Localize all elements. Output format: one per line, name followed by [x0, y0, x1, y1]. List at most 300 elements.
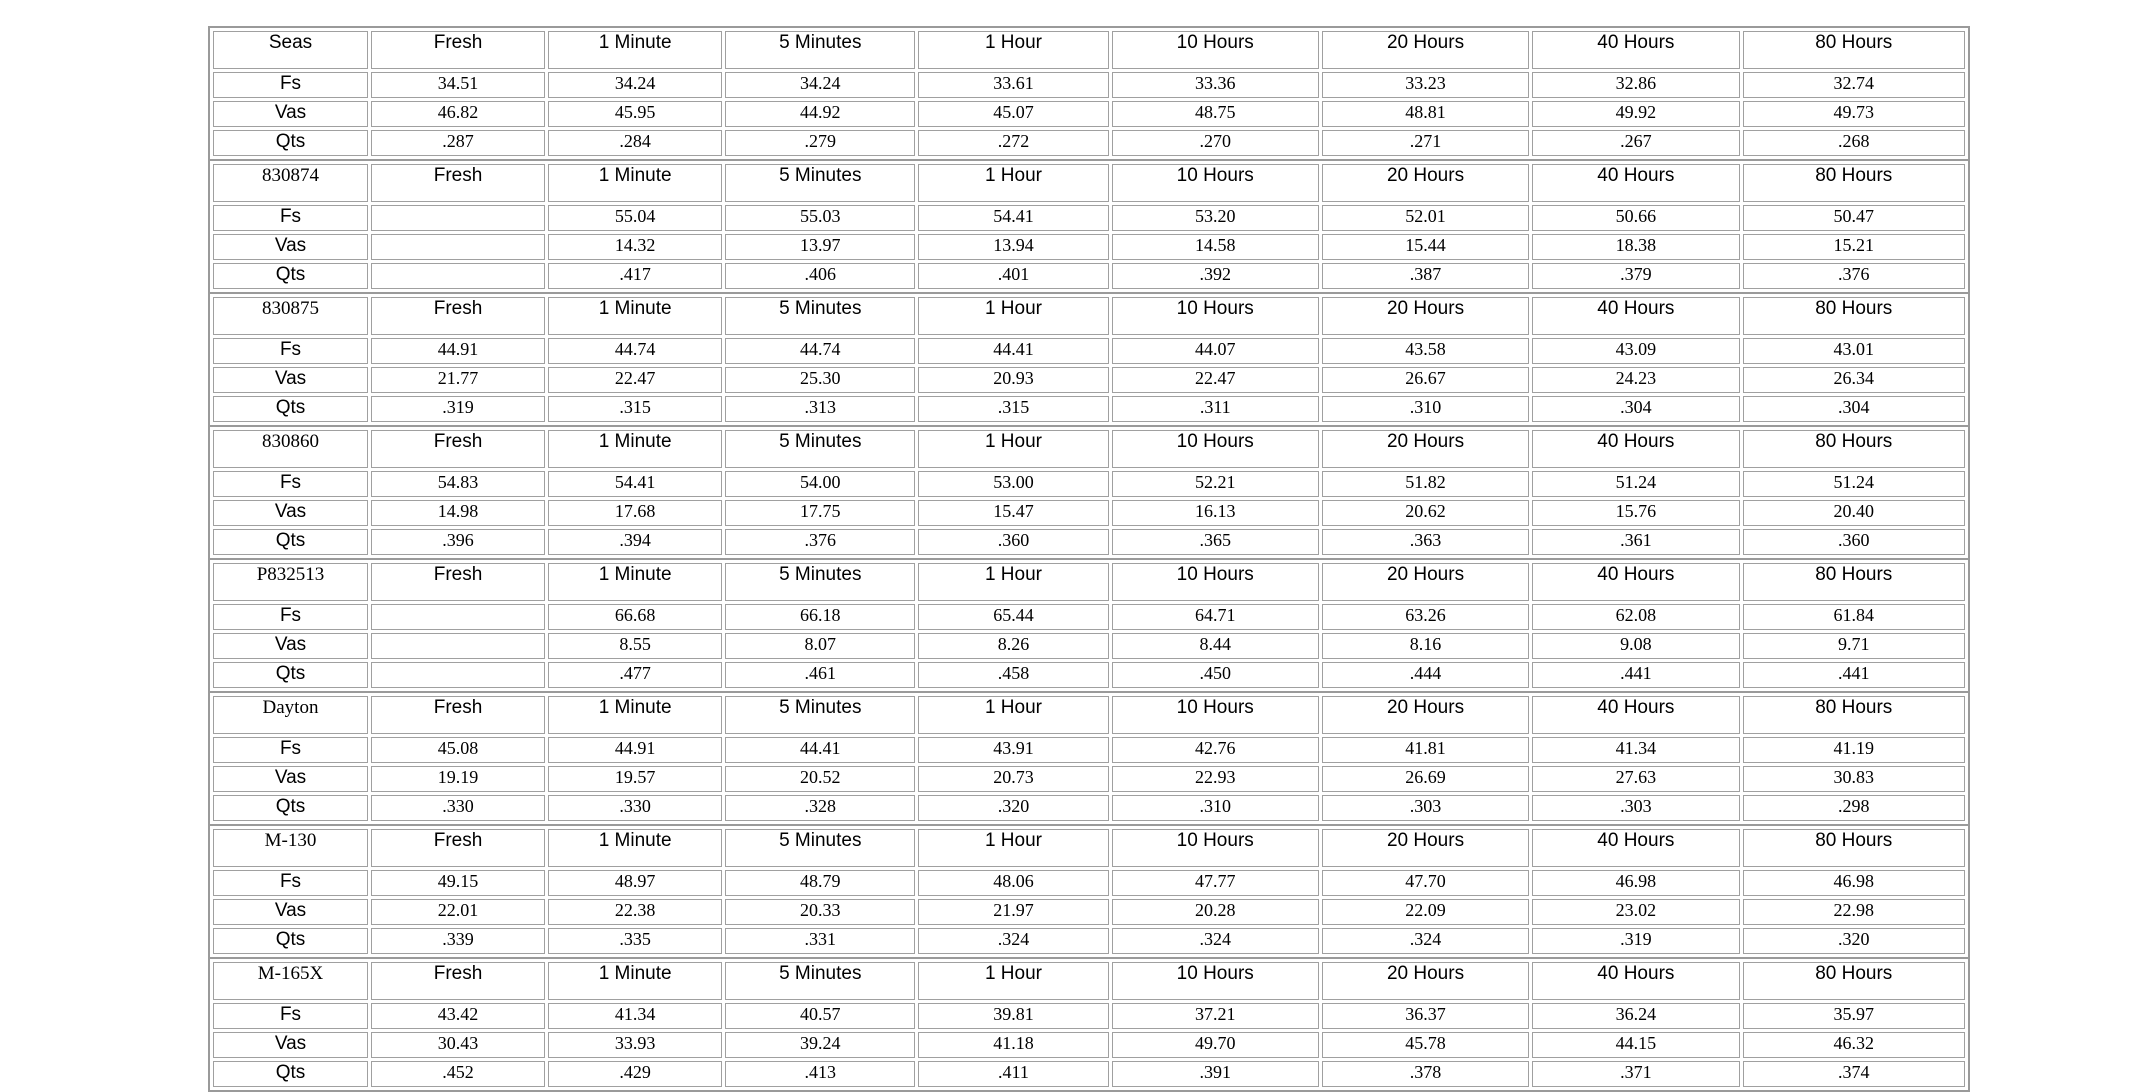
- value-cell: 51.24: [1743, 471, 1965, 497]
- column-header: 1 Hour: [918, 430, 1108, 468]
- value-cell: 63.26: [1322, 604, 1529, 630]
- value-cell: 26.69: [1322, 766, 1529, 792]
- value-cell: .417: [548, 263, 722, 289]
- value-cell: 8.55: [548, 633, 722, 659]
- value-cell: 22.47: [548, 367, 722, 393]
- column-header: 1 Hour: [918, 962, 1108, 1000]
- parameter-label: Vas: [213, 1032, 368, 1058]
- value-cell: 8.44: [1112, 633, 1319, 659]
- value-cell: .376: [725, 529, 915, 555]
- column-header: 40 Hours: [1532, 962, 1739, 1000]
- value-cell: .320: [1743, 928, 1965, 954]
- value-cell: 51.82: [1322, 471, 1529, 497]
- value-cell: 19.57: [548, 766, 722, 792]
- column-header: Fresh: [371, 696, 545, 734]
- value-cell: 66.18: [725, 604, 915, 630]
- column-header: 10 Hours: [1112, 297, 1319, 335]
- value-cell: .279: [725, 130, 915, 156]
- table-row: [213, 234, 1965, 260]
- table-row: [213, 633, 1965, 659]
- value-cell: .324: [918, 928, 1108, 954]
- value-cell: 22.47: [1112, 367, 1319, 393]
- value-cell: [371, 234, 545, 260]
- value-cell: 66.68: [548, 604, 722, 630]
- table-row: [213, 766, 1965, 792]
- table-row: [213, 263, 1965, 289]
- column-header: 80 Hours: [1743, 696, 1965, 734]
- value-cell: .450: [1112, 662, 1319, 688]
- value-cell: 41.34: [1532, 737, 1739, 763]
- column-header: 1 Minute: [548, 563, 722, 601]
- parameter-label: Fs: [213, 870, 368, 896]
- value-cell: 52.01: [1322, 205, 1529, 231]
- speaker-name: 830874: [213, 164, 368, 202]
- value-cell: 23.02: [1532, 899, 1739, 925]
- parameter-label: Qts: [213, 795, 368, 821]
- column-header: 1 Minute: [548, 430, 722, 468]
- value-cell: 33.36: [1112, 72, 1319, 98]
- parameter-label: Fs: [213, 72, 368, 98]
- value-cell: .371: [1532, 1061, 1739, 1087]
- column-header: Fresh: [371, 31, 545, 69]
- value-cell: 34.51: [371, 72, 545, 98]
- value-cell: 48.81: [1322, 101, 1529, 127]
- parameter-label: Vas: [213, 101, 368, 127]
- table-row: [213, 1003, 1965, 1029]
- table-row: [213, 338, 1965, 364]
- column-header: 80 Hours: [1743, 563, 1965, 601]
- value-cell: .335: [548, 928, 722, 954]
- value-cell: .272: [918, 130, 1108, 156]
- value-cell: .319: [1532, 928, 1739, 954]
- value-cell: 17.68: [548, 500, 722, 526]
- column-header: 1 Minute: [548, 164, 722, 202]
- column-header: 10 Hours: [1112, 31, 1319, 69]
- speaker-name: 830875: [213, 297, 368, 335]
- value-cell: .268: [1743, 130, 1965, 156]
- column-header: 20 Hours: [1322, 164, 1529, 202]
- value-cell: .304: [1532, 396, 1739, 422]
- value-cell: 64.71: [1112, 604, 1319, 630]
- column-header: 20 Hours: [1322, 31, 1529, 69]
- column-header: Fresh: [371, 164, 545, 202]
- value-cell: [371, 263, 545, 289]
- value-cell: 22.38: [548, 899, 722, 925]
- column-header: Fresh: [371, 829, 545, 867]
- value-cell: .315: [918, 396, 1108, 422]
- column-header: 10 Hours: [1112, 962, 1319, 1000]
- value-cell: 33.61: [918, 72, 1108, 98]
- value-cell: 22.98: [1743, 899, 1965, 925]
- column-header: 40 Hours: [1532, 430, 1739, 468]
- value-cell: 22.09: [1322, 899, 1529, 925]
- value-cell: 44.41: [725, 737, 915, 763]
- column-header: 1 Hour: [918, 829, 1108, 867]
- parameter-label: Fs: [213, 338, 368, 364]
- table-row: [213, 205, 1965, 231]
- value-cell: 55.04: [548, 205, 722, 231]
- table-row: [213, 72, 1965, 98]
- value-cell: .304: [1743, 396, 1965, 422]
- value-cell: 14.32: [548, 234, 722, 260]
- value-cell: 39.24: [725, 1032, 915, 1058]
- value-cell: .331: [725, 928, 915, 954]
- value-cell: .311: [1112, 396, 1319, 422]
- column-header: 80 Hours: [1743, 829, 1965, 867]
- column-header: Fresh: [371, 430, 545, 468]
- column-header: 1 Minute: [548, 297, 722, 335]
- column-header: 20 Hours: [1322, 430, 1529, 468]
- value-cell: .284: [548, 130, 722, 156]
- speaker-name: M-165X: [213, 962, 368, 1000]
- value-cell: [371, 662, 545, 688]
- column-header: 20 Hours: [1322, 297, 1529, 335]
- value-cell: 9.08: [1532, 633, 1739, 659]
- value-cell: .271: [1322, 130, 1529, 156]
- speaker-block: [210, 959, 1968, 1090]
- value-cell: 13.94: [918, 234, 1108, 260]
- value-cell: .391: [1112, 1061, 1319, 1087]
- column-header: 80 Hours: [1743, 430, 1965, 468]
- value-cell: .361: [1532, 529, 1739, 555]
- value-cell: .298: [1743, 795, 1965, 821]
- column-header: 40 Hours: [1532, 829, 1739, 867]
- table-row: [213, 1061, 1965, 1087]
- value-cell: 44.74: [548, 338, 722, 364]
- table-row: [213, 795, 1965, 821]
- column-header: 10 Hours: [1112, 430, 1319, 468]
- parameter-label: Vas: [213, 234, 368, 260]
- value-cell: 54.83: [371, 471, 545, 497]
- value-cell: [371, 604, 545, 630]
- value-cell: 49.15: [371, 870, 545, 896]
- value-cell: 43.58: [1322, 338, 1529, 364]
- value-cell: .444: [1322, 662, 1529, 688]
- value-cell: 50.66: [1532, 205, 1739, 231]
- value-cell: .461: [725, 662, 915, 688]
- value-cell: 49.70: [1112, 1032, 1319, 1058]
- table-row: [213, 1032, 1965, 1058]
- value-cell: 54.41: [548, 471, 722, 497]
- value-cell: 47.77: [1112, 870, 1319, 896]
- parameter-label: Vas: [213, 367, 368, 393]
- value-cell: 37.21: [1112, 1003, 1319, 1029]
- value-cell: 41.81: [1322, 737, 1529, 763]
- value-cell: 8.26: [918, 633, 1108, 659]
- value-cell: 33.93: [548, 1032, 722, 1058]
- parameter-label: Qts: [213, 263, 368, 289]
- value-cell: 14.58: [1112, 234, 1319, 260]
- table-row: [213, 928, 1965, 954]
- column-header: 1 Hour: [918, 297, 1108, 335]
- value-cell: .477: [548, 662, 722, 688]
- value-cell: 54.41: [918, 205, 1108, 231]
- value-cell: 33.23: [1322, 72, 1529, 98]
- table-row: [213, 899, 1965, 925]
- value-cell: 44.92: [725, 101, 915, 127]
- value-cell: 45.07: [918, 101, 1108, 127]
- driver-parameters-table: [208, 26, 1970, 1092]
- table-row: [213, 604, 1965, 630]
- value-cell: 18.38: [1532, 234, 1739, 260]
- speaker-block: [210, 693, 1968, 824]
- parameter-label: Fs: [213, 1003, 368, 1029]
- value-cell: .287: [371, 130, 545, 156]
- value-cell: 62.08: [1532, 604, 1739, 630]
- value-cell: .360: [918, 529, 1108, 555]
- value-cell: .339: [371, 928, 545, 954]
- value-cell: 40.57: [725, 1003, 915, 1029]
- parameter-label: Vas: [213, 899, 368, 925]
- value-cell: .330: [371, 795, 545, 821]
- column-header: 80 Hours: [1743, 962, 1965, 1000]
- value-cell: 44.15: [1532, 1032, 1739, 1058]
- value-cell: 41.18: [918, 1032, 1108, 1058]
- value-cell: 51.24: [1532, 471, 1739, 497]
- parameter-label: Vas: [213, 766, 368, 792]
- value-cell: .374: [1743, 1061, 1965, 1087]
- value-cell: .363: [1322, 529, 1529, 555]
- parameter-label: Qts: [213, 130, 368, 156]
- parameter-label: Fs: [213, 471, 368, 497]
- column-header: 20 Hours: [1322, 962, 1529, 1000]
- value-cell: .328: [725, 795, 915, 821]
- value-cell: 44.41: [918, 338, 1108, 364]
- value-cell: 52.21: [1112, 471, 1319, 497]
- speaker-name: M-130: [213, 829, 368, 867]
- value-cell: 46.82: [371, 101, 545, 127]
- column-header: 40 Hours: [1532, 696, 1739, 734]
- speaker-name: P832513: [213, 563, 368, 601]
- column-header: 5 Minutes: [725, 31, 915, 69]
- column-header: 1 Minute: [548, 962, 722, 1000]
- value-cell: 30.83: [1743, 766, 1965, 792]
- value-cell: .458: [918, 662, 1108, 688]
- column-header: 5 Minutes: [725, 829, 915, 867]
- value-cell: 36.24: [1532, 1003, 1739, 1029]
- column-header: 5 Minutes: [725, 297, 915, 335]
- value-cell: .303: [1322, 795, 1529, 821]
- speaker-name: 830860: [213, 430, 368, 468]
- value-cell: .313: [725, 396, 915, 422]
- value-cell: 20.73: [918, 766, 1108, 792]
- value-cell: .376: [1743, 263, 1965, 289]
- value-cell: .310: [1112, 795, 1319, 821]
- value-cell: 50.47: [1743, 205, 1965, 231]
- value-cell: 42.76: [1112, 737, 1319, 763]
- table-row: [213, 396, 1965, 422]
- value-cell: 19.19: [371, 766, 545, 792]
- speaker-block: [210, 560, 1968, 691]
- value-cell: 46.98: [1532, 870, 1739, 896]
- parameter-label: Qts: [213, 662, 368, 688]
- value-cell: 20.28: [1112, 899, 1319, 925]
- value-cell: .396: [371, 529, 545, 555]
- value-cell: .365: [1112, 529, 1319, 555]
- value-cell: 25.30: [725, 367, 915, 393]
- value-cell: .378: [1322, 1061, 1529, 1087]
- value-cell: 61.84: [1743, 604, 1965, 630]
- column-header: 5 Minutes: [725, 164, 915, 202]
- value-cell: [371, 205, 545, 231]
- value-cell: .429: [548, 1061, 722, 1087]
- value-cell: 43.09: [1532, 338, 1739, 364]
- column-header: 80 Hours: [1743, 297, 1965, 335]
- value-cell: 20.33: [725, 899, 915, 925]
- value-cell: .315: [548, 396, 722, 422]
- value-cell: .387: [1322, 263, 1529, 289]
- value-cell: 54.00: [725, 471, 915, 497]
- parameter-label: Fs: [213, 737, 368, 763]
- value-cell: 20.52: [725, 766, 915, 792]
- value-cell: 46.32: [1743, 1032, 1965, 1058]
- parameter-label: Qts: [213, 396, 368, 422]
- column-header: 1 Hour: [918, 696, 1108, 734]
- speaker-block: [210, 427, 1968, 558]
- value-cell: 32.86: [1532, 72, 1739, 98]
- speaker-block: [210, 826, 1968, 957]
- value-cell: 32.74: [1743, 72, 1965, 98]
- value-cell: 45.08: [371, 737, 545, 763]
- column-header: 20 Hours: [1322, 696, 1529, 734]
- column-header: 10 Hours: [1112, 696, 1319, 734]
- value-cell: .394: [548, 529, 722, 555]
- value-cell: 34.24: [725, 72, 915, 98]
- column-header: 1 Minute: [548, 696, 722, 734]
- column-header: 5 Minutes: [725, 696, 915, 734]
- value-cell: .411: [918, 1061, 1108, 1087]
- column-header: 10 Hours: [1112, 563, 1319, 601]
- value-cell: 43.42: [371, 1003, 545, 1029]
- value-cell: 45.95: [548, 101, 722, 127]
- column-header: 1 Hour: [918, 164, 1108, 202]
- value-cell: .441: [1743, 662, 1965, 688]
- column-header: 5 Minutes: [725, 430, 915, 468]
- value-cell: 49.73: [1743, 101, 1965, 127]
- table-row: [213, 500, 1965, 526]
- column-header: 10 Hours: [1112, 829, 1319, 867]
- value-cell: 44.91: [371, 338, 545, 364]
- value-cell: .392: [1112, 263, 1319, 289]
- value-cell: .320: [918, 795, 1108, 821]
- column-header: Fresh: [371, 563, 545, 601]
- value-cell: 45.78: [1322, 1032, 1529, 1058]
- value-cell: 15.47: [918, 500, 1108, 526]
- value-cell: [371, 633, 545, 659]
- value-cell: 26.67: [1322, 367, 1529, 393]
- column-header: 20 Hours: [1322, 829, 1529, 867]
- value-cell: 9.71: [1743, 633, 1965, 659]
- value-cell: 47.70: [1322, 870, 1529, 896]
- value-cell: 48.97: [548, 870, 722, 896]
- value-cell: 14.98: [371, 500, 545, 526]
- value-cell: .303: [1532, 795, 1739, 821]
- value-cell: .310: [1322, 396, 1529, 422]
- value-cell: 39.81: [918, 1003, 1108, 1029]
- parameter-label: Qts: [213, 928, 368, 954]
- value-cell: 34.24: [548, 72, 722, 98]
- table-row: [213, 870, 1965, 896]
- value-cell: 20.40: [1743, 500, 1965, 526]
- value-cell: 15.44: [1322, 234, 1529, 260]
- value-cell: .270: [1112, 130, 1319, 156]
- column-header: 1 Minute: [548, 31, 722, 69]
- value-cell: .324: [1112, 928, 1319, 954]
- value-cell: .406: [725, 263, 915, 289]
- value-cell: 27.63: [1532, 766, 1739, 792]
- value-cell: .267: [1532, 130, 1739, 156]
- column-header: 40 Hours: [1532, 31, 1739, 69]
- table-row: [213, 662, 1965, 688]
- value-cell: .319: [371, 396, 545, 422]
- column-header: 20 Hours: [1322, 563, 1529, 601]
- value-cell: .379: [1532, 263, 1739, 289]
- value-cell: 43.01: [1743, 338, 1965, 364]
- value-cell: .360: [1743, 529, 1965, 555]
- parameter-label: Qts: [213, 1061, 368, 1087]
- value-cell: 43.91: [918, 737, 1108, 763]
- column-header: 1 Hour: [918, 31, 1108, 69]
- value-cell: 36.37: [1322, 1003, 1529, 1029]
- value-cell: 8.07: [725, 633, 915, 659]
- column-header: Fresh: [371, 962, 545, 1000]
- value-cell: 53.20: [1112, 205, 1319, 231]
- value-cell: 44.07: [1112, 338, 1319, 364]
- table-row: [213, 130, 1965, 156]
- value-cell: 13.97: [725, 234, 915, 260]
- column-header: 1 Minute: [548, 829, 722, 867]
- value-cell: 30.43: [371, 1032, 545, 1058]
- value-cell: 44.74: [725, 338, 915, 364]
- table-row: [213, 367, 1965, 393]
- value-cell: 15.21: [1743, 234, 1965, 260]
- value-cell: 22.01: [371, 899, 545, 925]
- parameter-label: Fs: [213, 604, 368, 630]
- value-cell: 24.23: [1532, 367, 1739, 393]
- value-cell: 20.93: [918, 367, 1108, 393]
- value-cell: 55.03: [725, 205, 915, 231]
- page: [208, 26, 1970, 1092]
- column-header: 5 Minutes: [725, 563, 915, 601]
- value-cell: 46.98: [1743, 870, 1965, 896]
- column-header: 80 Hours: [1743, 31, 1965, 69]
- table-row: [213, 529, 1965, 555]
- value-cell: 53.00: [918, 471, 1108, 497]
- value-cell: 35.97: [1743, 1003, 1965, 1029]
- value-cell: 26.34: [1743, 367, 1965, 393]
- parameter-label: Fs: [213, 205, 368, 231]
- value-cell: 17.75: [725, 500, 915, 526]
- speaker-block: [210, 161, 1968, 292]
- value-cell: 21.77: [371, 367, 545, 393]
- value-cell: .324: [1322, 928, 1529, 954]
- value-cell: 21.97: [918, 899, 1108, 925]
- table-row: [213, 101, 1965, 127]
- column-header: Fresh: [371, 297, 545, 335]
- column-header: 80 Hours: [1743, 164, 1965, 202]
- value-cell: .330: [548, 795, 722, 821]
- column-header: 40 Hours: [1532, 297, 1739, 335]
- value-cell: 16.13: [1112, 500, 1319, 526]
- speaker-block: [210, 28, 1968, 159]
- column-header: 40 Hours: [1532, 563, 1739, 601]
- value-cell: 44.91: [548, 737, 722, 763]
- value-cell: 8.16: [1322, 633, 1529, 659]
- speaker-name: Dayton: [213, 696, 368, 734]
- parameter-label: Qts: [213, 529, 368, 555]
- value-cell: 20.62: [1322, 500, 1529, 526]
- parameter-label: Vas: [213, 633, 368, 659]
